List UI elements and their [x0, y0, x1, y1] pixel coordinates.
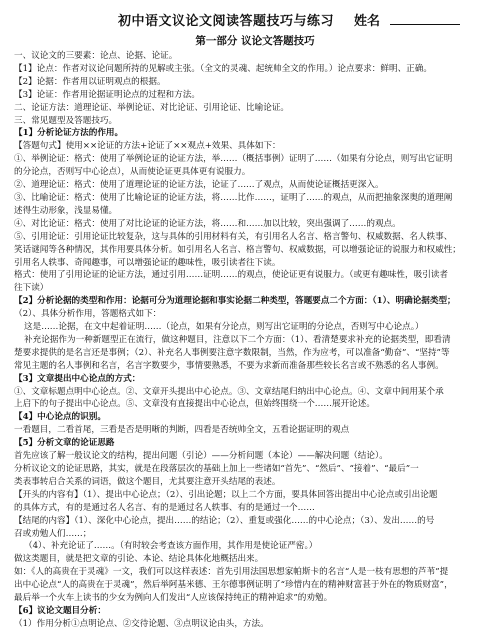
text-line: 的分论点，否则写中心论点），从而使论证更具体更有说服力。	[14, 167, 251, 178]
text-line: 【答题句式】使用××论证的方法+论证了××观点+效果、具体如下：	[14, 141, 281, 152]
text-line: 二、论证方法：道理论证、举例论证、对比论证、引用论证、比喻论证。	[14, 102, 290, 113]
text-line: （4）、补充论证了……。（有时较会考查该方面作用，其作用是使论证严密。）	[24, 541, 318, 552]
text-line: 常见主题的名人事例和名言，名言字数要少，事情要熟悉，不要为求新而准备那些较长名言或不熟悉的名人事例。	[14, 360, 444, 371]
text-line: 【结尾的内容】（1）、深化中心论点，提出……的结论；（2）、重复或强化……的中心论点；（3）、发出……的号	[14, 515, 435, 526]
text-line: 一、议论文的三要素：论点、论据、论证。	[14, 51, 178, 61]
text-line: 笑话谜闻等各种情况，其作用要具体分析。如引用名人名言、格言警句、权威数据，可以增强论证的说服力和权威性；	[14, 244, 461, 255]
text-line: 补充论据作为一种新题型正在流行，做这种题目，注意以下二个方面：（1）、看清楚要求补充的论据类型，即看清	[24, 334, 451, 345]
text-line: 召或劝勉人们……；	[14, 528, 92, 539]
text-line: 【1】论点：作者对议论问题所持的见解或主张。（全文的灵魂、起统帅全文的作用。）论点要求：鲜明、正确。	[14, 63, 432, 74]
title-row	[14, 6, 486, 32]
text-line: ①、举例论证：格式：使用了举例论证的论证方法，举……（概括事例）证明了……（如果有分论点，则写出它证明	[14, 154, 453, 165]
text-line: 述得生动形象，浅显易懂。	[14, 205, 118, 216]
text-line: 上启下的句子提出中心论点。⑤、文章没有直接提出中心论点，但始终围绕一个……展开论述。	[14, 399, 375, 410]
text-line: 往下读）	[14, 283, 49, 294]
text-line: 的具体方式，有的是通过名人名言、有的是通过名人轶事、有的是通过一个……	[14, 502, 315, 513]
text-line: 楚要求提供的是名言还是事例；（2）、补充名人事例要注意字数限制，当然，作为应考，可以准备“勤奋”、“坚持”等	[14, 347, 450, 358]
text-line: （2）、具体分析作用，答题格式如下：	[14, 309, 162, 320]
text-line: 【6】议论文题目分析：	[14, 605, 106, 616]
text-line: ④、对比论证：格式：使用了对比论证的论证方法，将……和……加以比较，突出强调了……的观点。	[14, 218, 401, 229]
text-line: 【1】分析论证方法的作用。	[14, 128, 124, 139]
text-line: 分析议论文的论证思路，其实，就是在段落层次的基础上加上一些诸如“首先”、“然后”、“接着”、“最后”一	[14, 464, 419, 474]
text-line: 引用名人轶事、奇闻趣事，可以增强论证的趣味性，吸引读者往下读。	[14, 257, 281, 268]
text-line: 如：《人的高贵在于灵魂》一文，我们可以这样表述：首先引用法国思想家帕斯卡的名言“人是一枝有思想的芦苇”提	[14, 567, 449, 578]
text-line: ②、道理论证：格式：使用了道理论证的论证方法，论证了……了观点，从而使论证概括更深入。	[14, 180, 384, 191]
text-line: 【5】分析文章的论证思路	[14, 438, 115, 449]
text-line: 【2】分析论据的类型和作用：论据可分为道理论据和事实论据二种类型，答题要点二个方面：（1）、明确论据类型；	[14, 296, 456, 307]
text-line: 最后举一个火车上读书的少女为例向人们发出“人应该保持纯正的精神追求”的劝勉。	[14, 593, 333, 604]
text-line: 类表事转启合关系的词语，做这个题目，尤其要注意开头结尾的表述。	[14, 476, 281, 487]
name-label: 姓名	[354, 14, 381, 29]
name-blank-line	[390, 24, 460, 25]
text-line: 【2】论据：作者用以证明观点的根据。	[14, 76, 166, 87]
text-line: ①、文章标题点明中心论点。②、文章开头提出中心论点。③、文章结尾归纳出中心论点。④、文章中间用某个承	[14, 386, 444, 397]
text-line: 【3】论证：作者用论据证明论点的过程和方法。	[14, 89, 200, 100]
text-line: 一看题目，二看首尾，三看是否是明晰的判断，四看是否统帅全文，五看论据证明的观点	[14, 425, 350, 436]
text-line: 出中心论点“人的高贵在于灵魂”，然后举阿基米德、王尔德事例证明了“珍惜内在的精神财富甚于外在的物质财富”，	[14, 580, 453, 591]
document-title: 初中语文议论文阅读答题技巧与练习	[118, 14, 335, 29]
text-line: 这是……论据，在文中起着证明……（论点，如果有分论点，则写出它证明的分论点，否则写中心论点。）	[24, 322, 424, 333]
text-line: 【4】中心论点的识别。	[14, 412, 106, 423]
text-line: 【开头的内容有】（1）、提出中心论点；（2）、引出论题；以上二个方面，要具体回答出提出中心论点或引出论题	[14, 489, 438, 500]
text-line: 三、常见题型及答题技巧。	[14, 115, 118, 126]
text-line: 【3】文章提出中心论点的方式：	[14, 373, 141, 384]
text-line: ③、比喻论证：格式：使用了比喻论证的论证方法，将……比作……，证明了……的观点，从而把抽象深奥的道理阐	[14, 192, 453, 203]
text-line: 做这类题目，就是把文章的引论、本论、结论具体化地概括出来。	[14, 554, 264, 565]
text-line: ⑤、引用论证：引用论证比较复杂，这与具体的引用材料有关，有引用名人名言、格言警句、权威数据、名人轶事、	[14, 231, 453, 242]
section-subtitle: 第一部分 议论文答题技巧	[195, 35, 315, 47]
document-body	[14, 50, 486, 631]
text-line: 格式：使用了引用论证的论证方法，通过引用……证明……的观点，使论证更有说服力。（或更有趣味性，吸引读者	[14, 270, 448, 281]
text-line: （1）作用分析①点明论点、②交待论题、③点明议论由头，方法。	[14, 618, 269, 629]
text-line: 首先应该了解一般议论文的结构，提出问题（引论）——分析问题（本论）——解决问题（结论）。	[14, 451, 388, 462]
